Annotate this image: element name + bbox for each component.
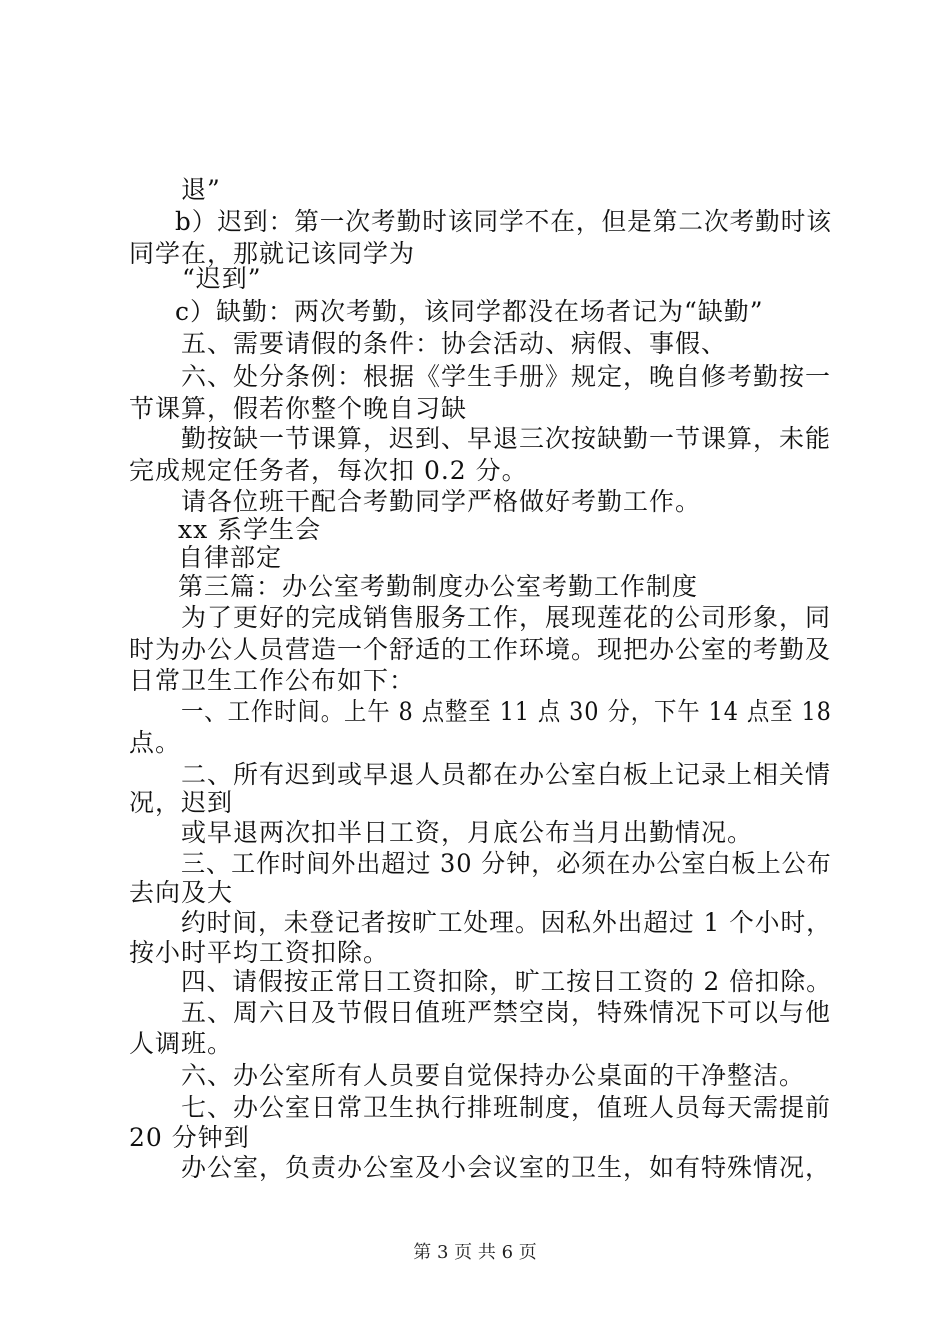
text-line: 退”	[181, 175, 221, 204]
text-line: 第三篇：办公室考勤制度办公室考勤工作制度	[178, 572, 699, 601]
text-line: 二、所有迟到或早退人员都在办公室白板上记录上相关情	[181, 760, 832, 789]
text-line: c）缺勤：两次考勤，该同学都没在场者记为“缺勤”	[175, 297, 764, 326]
text-line: 日常卫生工作公布如下：	[129, 666, 416, 695]
text-line: 勤按缺一节课算，迟到、早退三次按缺勤一节课算，未能	[181, 424, 832, 453]
text-line: 五、周六日及节假日值班严禁空岗，特殊情况下可以与他	[181, 998, 832, 1027]
text-line: 七、办公室日常卫生执行排班制度，值班人员每天需提前	[181, 1093, 832, 1122]
text-line: 去向及大	[129, 878, 234, 907]
text-line: 五、需要请假的条件：协会活动、病假、事假、	[181, 329, 728, 358]
text-line: 或早退两次扣半日工资，月底公布当月出勤情况。	[181, 818, 754, 847]
text-line: 四、请假按正常日工资扣除，旷工按日工资的 2 倍扣除。	[181, 967, 832, 996]
page-number-footer: 第 3 页 共 6 页	[413, 1242, 537, 1263]
text-line: 20 分钟到	[129, 1123, 250, 1152]
text-line: 为了更好的完成销售服务工作，展现莲花的公司形象，同	[181, 603, 832, 632]
text-line: b）迟到：第一次考勤时该同学不在，但是第二次考勤时该	[175, 207, 833, 236]
text-line: 况，迟到	[129, 788, 234, 817]
text-line: 三、工作时间外出超过 30 分钟，必须在办公室白板上公布	[181, 849, 832, 878]
text-line: 六、办公室所有人员要自觉保持办公桌面的干净整洁。	[181, 1061, 806, 1090]
text-line: 点。	[129, 728, 182, 757]
text-line: 按小时平均工资扣除。	[129, 938, 390, 967]
text-line: 时为办公人员营造一个舒适的工作环境。现把办公室的考勤及	[129, 635, 832, 664]
text-line: 同学在，那就记该同学为	[129, 239, 416, 268]
text-line: 请各位班干配合考勤同学严格做好考勤工作。	[181, 487, 702, 516]
text-line: 人调班。	[129, 1029, 234, 1058]
text-line: 节课算，假若你整个晚自习缺	[129, 394, 468, 423]
text-line: 自律部定	[178, 543, 283, 572]
text-line: 约时间，未登记者按旷工处理。因私外出超过 1 个小时，	[181, 908, 832, 937]
text-line: “迟到”	[182, 264, 262, 293]
text-line: 六、处分条例：根据《学生手册》规定，晚自修考勤按一	[181, 362, 832, 391]
text-line: xx 系学生会	[178, 515, 322, 544]
text-line: 办公室，负责办公室及小会议室的卫生，如有特殊情况，	[181, 1153, 832, 1182]
text-line: 一、工作时间。上午 8 点整至 11 点 30 分，下午 14 点至 18	[181, 697, 832, 726]
text-line: 完成规定任务者，每次扣 0.2 分。	[129, 456, 528, 485]
